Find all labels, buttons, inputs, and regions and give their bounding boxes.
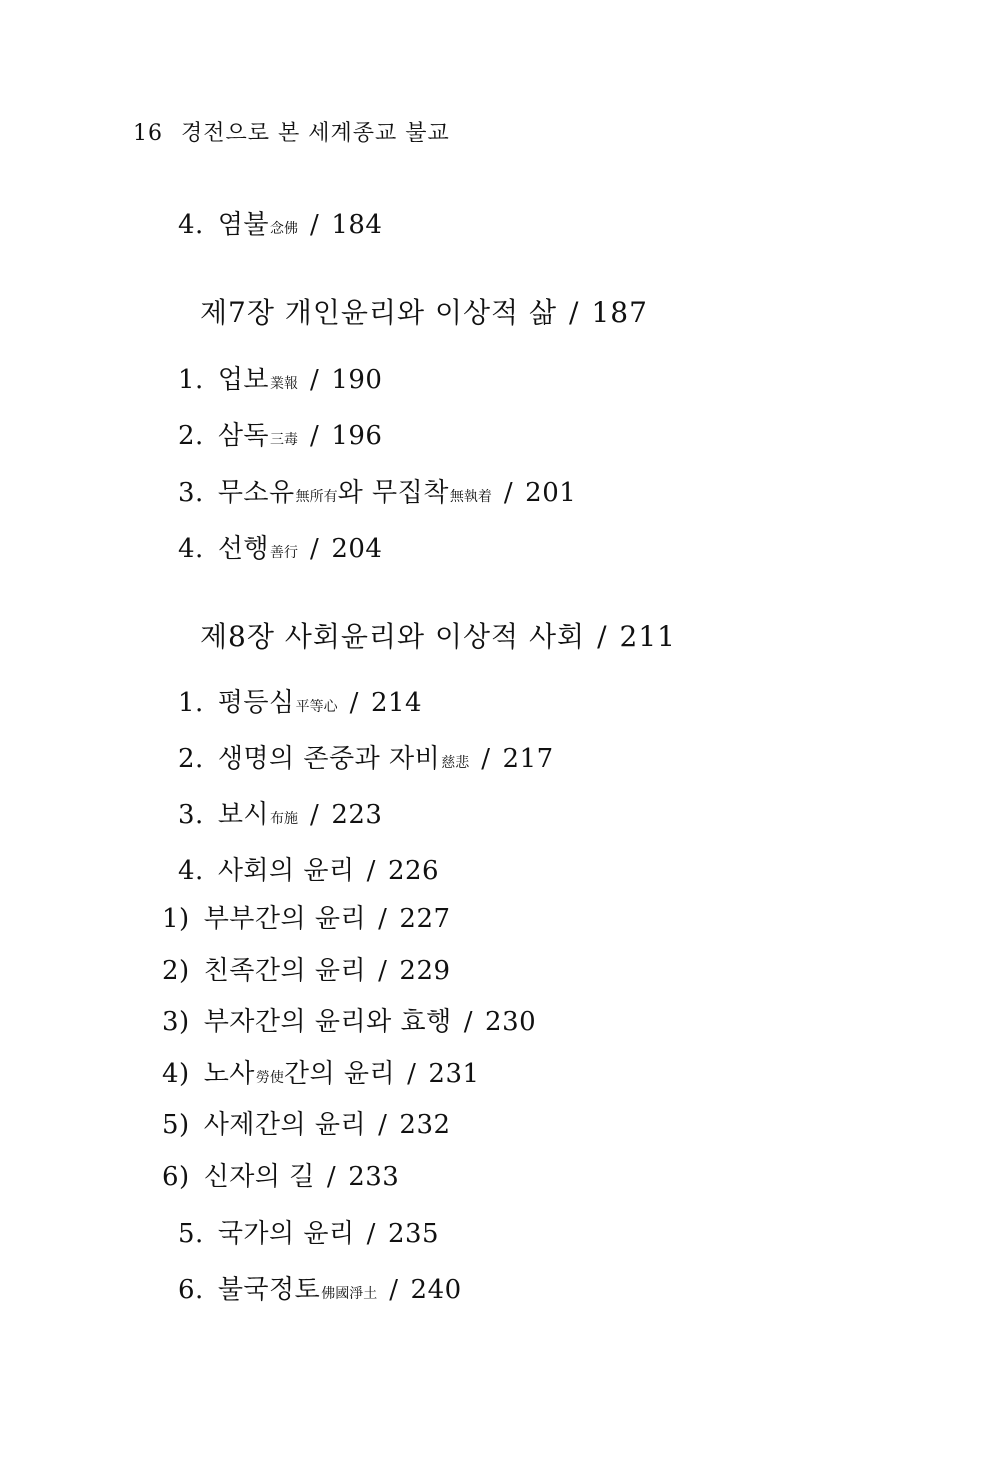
separator: / (349, 688, 359, 718)
entry-title: 염불 (217, 210, 270, 240)
entry-number: 6. (178, 1275, 204, 1305)
chapter-page: 211 (619, 620, 676, 653)
chapter-title: 제8장 사회윤리와 이상적 사회 (200, 620, 586, 653)
entry-number: 4. (178, 856, 204, 886)
toc-entry (178, 794, 382, 831)
subentry-title: 친족간의 윤리 (203, 956, 367, 986)
page-number: 16 (133, 121, 163, 146)
entry-page: 201 (525, 478, 577, 508)
subentry-title: 사제간의 윤리 (203, 1110, 367, 1140)
entry-page: 217 (502, 744, 554, 774)
separator: / (310, 421, 320, 451)
book-title: 경전으로 본 세계종교 불교 (181, 121, 450, 146)
subentry-title: 부자간의 윤리와 효행 (203, 1007, 452, 1037)
entry-number: 3. (178, 800, 204, 830)
entry-title: 선행 (217, 534, 270, 564)
entry-hanja: 三毒 (270, 432, 299, 448)
separator: / (310, 365, 320, 395)
separator: / (569, 296, 580, 329)
subentry-page: 227 (399, 904, 451, 934)
subentry-page: 230 (485, 1007, 537, 1037)
entry-number: 3. (178, 478, 204, 508)
entry-page: 190 (331, 365, 383, 395)
entry-hanja: 佛國淨土 (321, 1286, 378, 1302)
subentry-number: 1) (162, 904, 190, 934)
separator: / (407, 1059, 417, 1089)
separator: / (597, 620, 608, 653)
toc-subentry (162, 1001, 536, 1038)
separator: / (366, 856, 376, 886)
subentry-number: 5) (162, 1110, 190, 1140)
toc-entry (178, 1269, 462, 1306)
toc-entry (178, 472, 576, 509)
entry-page: 184 (331, 210, 383, 240)
subentry-number: 4) (162, 1059, 190, 1089)
separator: / (326, 1162, 337, 1192)
subentry-title-continued: 간의 윤리 (283, 1059, 396, 1089)
entry-page: 196 (331, 421, 383, 451)
entry-hanja-secondary: 無執着 (449, 489, 492, 505)
entry-title: 국가의 윤리 (217, 1219, 355, 1249)
entry-number: 4. (178, 534, 204, 564)
separator: / (310, 800, 320, 830)
chapter-page: 187 (591, 296, 648, 329)
entry-number: 2. (178, 744, 204, 774)
toc-entry (178, 682, 422, 719)
entry-title: 생명의 존중과 자비 (217, 744, 441, 774)
subentry-page: 233 (348, 1162, 400, 1192)
chapter-heading (200, 291, 648, 331)
entry-hanja: 業報 (270, 376, 299, 392)
entry-hanja: 善行 (270, 545, 299, 561)
subentry-number: 3) (162, 1007, 190, 1037)
toc-subentry (162, 898, 451, 935)
subentry-number: 2) (162, 956, 190, 986)
separator: / (310, 210, 320, 240)
subentry-hanja: 勞使 (255, 1070, 284, 1086)
toc-entry (178, 415, 382, 452)
subentry-page: 229 (399, 956, 451, 986)
toc-entry (178, 1213, 439, 1250)
entry-hanja: 平等心 (295, 699, 338, 715)
subentry-page: 232 (399, 1110, 451, 1140)
toc-entry (178, 850, 439, 887)
toc-entry (178, 528, 382, 565)
entry-hanja: 慈悲 (441, 755, 470, 771)
entry-title: 사회의 윤리 (217, 856, 355, 886)
subentry-number: 6) (162, 1162, 190, 1192)
entry-title: 삼독 (217, 421, 270, 451)
toc-subentry (162, 950, 451, 987)
entry-title: 불국정토 (217, 1275, 321, 1305)
entry-page: 204 (331, 534, 383, 564)
entry-number: 5. (178, 1219, 204, 1249)
entry-hanja: 念佛 (270, 221, 299, 237)
toc-entry (178, 738, 554, 775)
running-header (133, 116, 450, 147)
separator: / (463, 1007, 474, 1037)
entry-number: 1. (178, 365, 204, 395)
entry-number: 4. (178, 210, 204, 240)
separator: / (503, 478, 514, 508)
entry-page: 214 (370, 688, 423, 718)
separator: / (310, 534, 320, 564)
separator: / (481, 744, 491, 774)
subentry-page: 231 (428, 1059, 480, 1089)
entry-title: 보시 (217, 800, 270, 830)
entry-title: 업보 (217, 365, 270, 395)
entry-title: 무소유 (217, 478, 295, 508)
toc-subentry (162, 1156, 399, 1193)
entry-title-continued: 와 무집착 (337, 478, 449, 508)
toc-entry (178, 204, 382, 241)
separator: / (378, 904, 388, 934)
entry-page: 223 (331, 800, 383, 830)
chapter-title: 제7장 개인윤리와 이상적 삶 (200, 296, 558, 329)
chapter-heading (200, 615, 676, 655)
entry-number: 2. (178, 421, 204, 451)
separator: / (378, 956, 388, 986)
entry-page: 226 (387, 856, 440, 886)
separator: / (366, 1219, 376, 1249)
subentry-title: 노사 (203, 1059, 255, 1089)
separator: / (389, 1275, 399, 1305)
toc-subentry (162, 1053, 480, 1090)
entry-number: 1. (178, 688, 204, 718)
entry-hanja: 無所有 (295, 489, 338, 505)
subentry-title: 신자의 길 (203, 1162, 315, 1192)
toc-entry (178, 359, 382, 396)
entry-hanja: 布施 (270, 811, 299, 827)
subentry-title: 부부간의 윤리 (203, 904, 367, 934)
toc-subentry (162, 1104, 451, 1141)
separator: / (378, 1110, 388, 1140)
entry-title: 평등심 (217, 688, 295, 718)
entry-page: 235 (387, 1219, 440, 1249)
entry-page: 240 (410, 1275, 462, 1305)
